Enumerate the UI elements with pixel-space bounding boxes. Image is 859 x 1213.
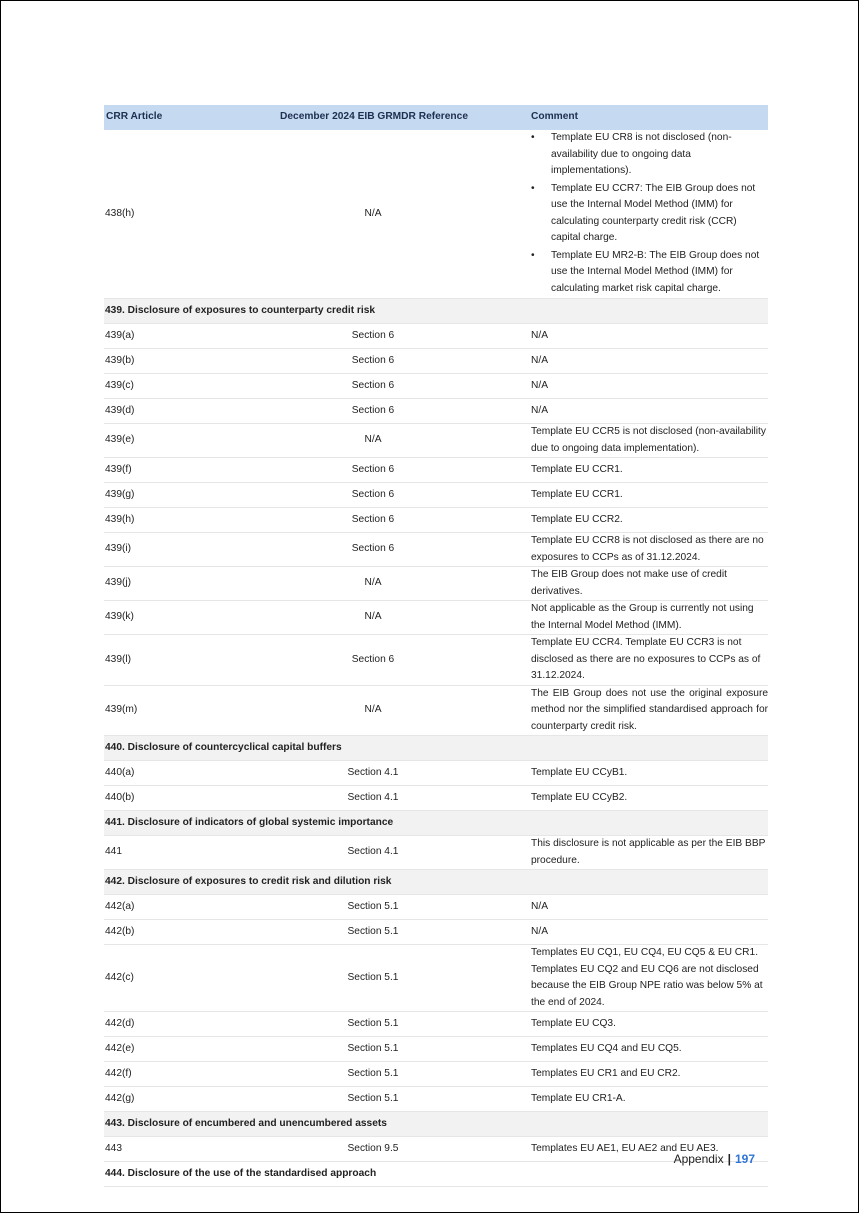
reference-cell: Section 4.1 (215, 836, 531, 870)
article-cell: 440(b) (104, 786, 215, 811)
table-row (104, 483, 768, 508)
reference-cell: N/A (215, 601, 531, 635)
section-row (104, 299, 768, 324)
reference-cell: Section 4.1 (215, 786, 531, 811)
reference-cell: Section 6 (215, 533, 531, 567)
reference-cell: Section 5.1 (215, 1037, 531, 1062)
section-row (104, 1112, 768, 1137)
reference-cell: Section 5.1 (215, 945, 531, 1012)
article-cell: 439(j) (104, 567, 215, 601)
table-row (104, 399, 768, 424)
section-title: 439. Disclosure of exposures to counterparty credit risk (104, 299, 768, 324)
article-cell: 439(g) (104, 483, 215, 508)
header-comment: Comment (531, 105, 768, 130)
reference-cell: N/A (215, 130, 531, 299)
comment-cell: Templates EU CR1 and EU CR2. (531, 1062, 768, 1087)
comment-cell: Template EU CCR2. (531, 508, 768, 533)
table-row (104, 836, 768, 870)
reference-cell: N/A (215, 567, 531, 601)
table-row (104, 374, 768, 399)
article-cell: 439(l) (104, 635, 215, 686)
reference-cell: Section 4.1 (215, 761, 531, 786)
section-row (104, 870, 768, 895)
bullet-item: • Template EU CCR7: The EIB Group does not use the Internal Model Method (IMM) for calculating counterparty credit risk (CCR) capital charge. (551, 181, 768, 247)
footer-separator: | (727, 1152, 731, 1166)
table-row (104, 945, 768, 1012)
table-header-row (104, 105, 768, 130)
comment-cell: Template EU CCyB2. (531, 786, 768, 811)
table-row (104, 685, 768, 736)
reference-cell: Section 6 (215, 508, 531, 533)
section-title: 441. Disclosure of indicators of global systemic importance (104, 811, 768, 836)
article-cell: 439(k) (104, 601, 215, 635)
comment-cell: N/A (531, 374, 768, 399)
table-row (104, 895, 768, 920)
reference-cell: N/A (215, 424, 531, 458)
header-crr-article: CRR Article (104, 105, 215, 130)
article-cell: 442(e) (104, 1037, 215, 1062)
table-row (104, 349, 768, 374)
table-row (104, 458, 768, 483)
reference-cell: Section 6 (215, 483, 531, 508)
article-cell: 442(f) (104, 1062, 215, 1087)
comment-cell: Template EU CCR5 is not disclosed (non-availability due to ongoing data implementation). (531, 424, 768, 458)
section-row (104, 811, 768, 836)
comment-cell: N/A (531, 920, 768, 945)
reference-cell: Section 5.1 (215, 1062, 531, 1087)
comment-cell: Template EU CCR1. (531, 458, 768, 483)
section-title: 440. Disclosure of countercyclical capital buffers (104, 736, 768, 761)
comment-cell: N/A (531, 399, 768, 424)
comment-cell: The EIB Group does not make use of credit derivatives. (531, 567, 768, 601)
table-row (104, 424, 768, 458)
table-row (104, 1137, 768, 1162)
article-cell: 443 (104, 1137, 215, 1162)
reference-cell: Section 6 (215, 458, 531, 483)
comment-cell: Template EU CCR4. Template EU CCR3 is not disclosed as there are no exposures to CCPs as of 31.12.2024. (531, 635, 768, 686)
comment-cell: Templates EU CQ4 and EU CQ5. (531, 1037, 768, 1062)
article-cell: 439(m) (104, 685, 215, 736)
page-number: 197 (734, 1152, 755, 1166)
comment-cell: This disclosure is not applicable as per the EIB BBP procedure. (531, 836, 768, 870)
reference-cell: Section 6 (215, 324, 531, 349)
article-cell: 442(d) (104, 1012, 215, 1037)
reference-cell: N/A (215, 685, 531, 736)
article-cell: 442(c) (104, 945, 215, 1012)
article-cell: 439(c) (104, 374, 215, 399)
table-row (104, 761, 768, 786)
comment-cell: Not applicable as the Group is currently not using the Internal Model Method (IMM). (531, 601, 768, 635)
comment-cell: N/A (531, 895, 768, 920)
article-cell: 442(g) (104, 1087, 215, 1112)
comment-cell: Template EU CCR1. (531, 483, 768, 508)
comment-cell: Templates EU AE1, EU AE2 and EU AE3. (531, 1137, 768, 1162)
article-cell: 439(d) (104, 399, 215, 424)
crr-disclosure-table (104, 105, 768, 1187)
article-cell: 439(f) (104, 458, 215, 483)
article-cell: 439(b) (104, 349, 215, 374)
reference-cell: Section 9.5 (215, 1137, 531, 1162)
table-row (104, 1012, 768, 1037)
table-row (104, 1037, 768, 1062)
comment-cell: Template EU CR1-A. (531, 1087, 768, 1112)
article-cell: 439(i) (104, 533, 215, 567)
reference-cell: Section 5.1 (215, 1087, 531, 1112)
table-row (104, 920, 768, 945)
comment-cell: Template EU CCR8 is not disclosed as there are no exposures to CCPs as of 31.12.2024. (531, 533, 768, 567)
reference-cell: Section 6 (215, 399, 531, 424)
article-cell: 438(h) (104, 130, 215, 299)
reference-cell: Section 6 (215, 374, 531, 399)
table-row (104, 533, 768, 567)
reference-cell: Section 6 (215, 635, 531, 686)
footer-section-label: Appendix (673, 1152, 724, 1166)
bullet-item: • Template EU MR2-B: The EIB Group does not use the Internal Model Method (IMM) for calculating market risk capital charge. (551, 248, 768, 298)
table-row (104, 324, 768, 349)
table-row (104, 567, 768, 601)
comment-cell: The EIB Group does not use the original exposure method nor the simplified standardised approach for counterparty credit risk. (531, 685, 768, 736)
section-title: 444. Disclosure of the use of the standardised approach (104, 1162, 768, 1187)
article-cell: 439(h) (104, 508, 215, 533)
table-row (104, 130, 768, 299)
section-row (104, 736, 768, 761)
table-row (104, 1062, 768, 1087)
section-title: 442. Disclosure of exposures to credit risk and dilution risk (104, 870, 768, 895)
comment-cell: N/A (531, 324, 768, 349)
article-cell: 440(a) (104, 761, 215, 786)
comment-cell (531, 130, 768, 299)
table-row (104, 786, 768, 811)
table-row (104, 508, 768, 533)
article-cell: 442(a) (104, 895, 215, 920)
comment-bullet-list (531, 130, 768, 297)
comment-cell: Template EU CQ3. (531, 1012, 768, 1037)
header-reference: December 2024 EIB GRMDR Reference (215, 105, 531, 130)
article-cell: 439(a) (104, 324, 215, 349)
article-cell: 441 (104, 836, 215, 870)
bullet-item: • Template EU CR8 is not disclosed (non-availability due to ongoing data implementations). (551, 130, 768, 180)
comment-cell: Templates EU CQ1, EU CQ4, EU CQ5 & EU CR1. Templates EU CQ2 and EU CQ6 are not disclosed because the EIB Group NPE ratio was below 5% at the end of 2024. (531, 945, 768, 1012)
comment-cell: Template EU CCyB1. (531, 761, 768, 786)
table-row (104, 635, 768, 686)
section-row (104, 1162, 768, 1187)
section-title: 443. Disclosure of encumbered and unencumbered assets (104, 1112, 768, 1137)
reference-cell: Section 5.1 (215, 920, 531, 945)
article-cell: 442(b) (104, 920, 215, 945)
article-cell: 439(e) (104, 424, 215, 458)
reference-cell: Section 5.1 (215, 1012, 531, 1037)
comment-cell: N/A (531, 349, 768, 374)
reference-cell: Section 6 (215, 349, 531, 374)
table-row (104, 1087, 768, 1112)
page-footer (674, 1152, 755, 1166)
table-row (104, 601, 768, 635)
reference-cell: Section 5.1 (215, 895, 531, 920)
